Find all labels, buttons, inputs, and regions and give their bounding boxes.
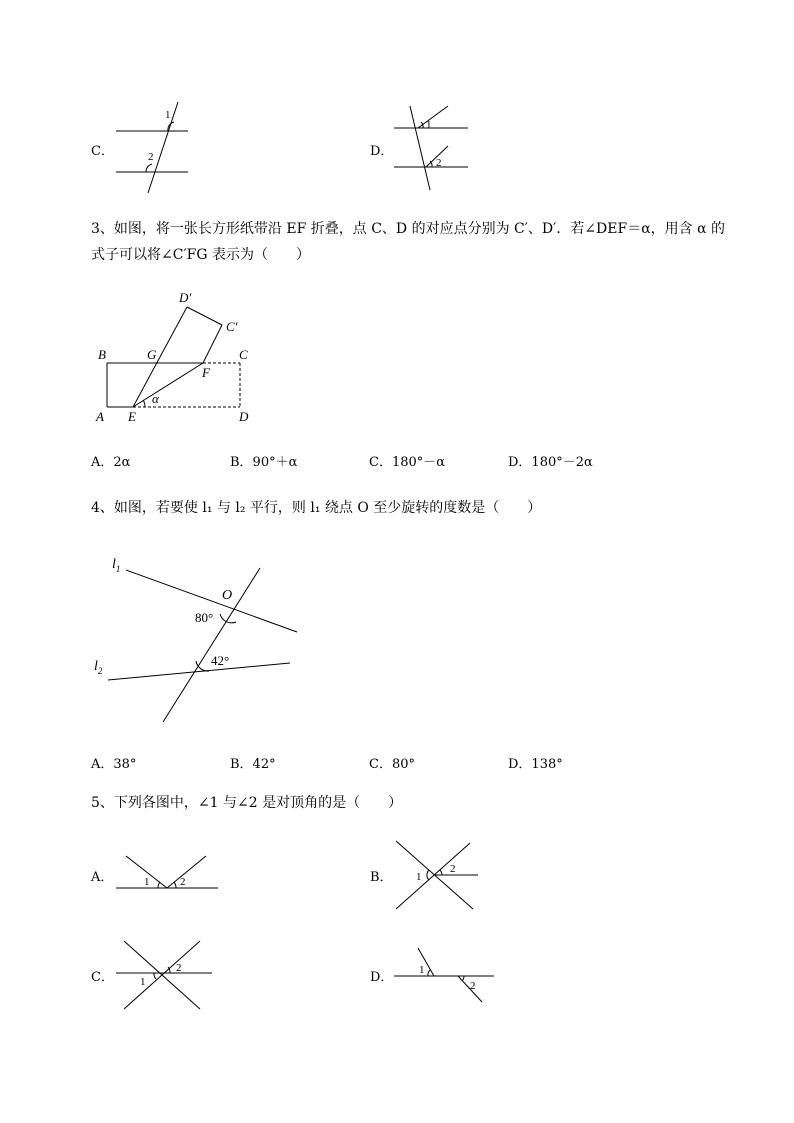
q3-text-line1: 3、如图，将一张长方形纸带沿 EF 折叠，点 C、D 的对应点分别为 C′、D′．若∠DEF＝α，用含 α 的 [91,221,726,237]
q4-option-a[interactable]: A．38° [91,757,137,772]
label-e: E [128,409,136,424]
angle-2-label: 2 [148,151,154,163]
q5-option-a-label[interactable]: A． [91,870,114,885]
angle-1-label: 1 [165,109,171,121]
q4-figure [90,550,310,730]
q3-option-c[interactable]: C．180°－α [369,455,446,470]
angle-1-label: 1 [426,119,432,131]
label-a: A [96,409,104,424]
q3-option-b[interactable]: B．90°＋α [230,455,298,470]
q4-option-b[interactable]: B．42° [230,757,276,772]
angle-80-label: 80° [195,610,214,625]
label-c-prime: C′ [226,319,238,334]
angle-1-label: 1 [144,876,150,888]
q2-option-c-figure [110,100,200,195]
label-l2: $l_2$ [94,659,103,676]
q5-option-a-figure [112,850,222,895]
label-d: D [239,409,249,424]
label-l1: $l_1$ [112,557,121,574]
q5-option-b-label[interactable]: B． [370,870,393,885]
label-o: O [222,588,233,603]
angle-2-label: 2 [176,962,182,974]
q3-figure [90,285,270,425]
angle-2-label: 2 [180,876,186,888]
label-c: C [239,347,248,362]
label-d-prime: D′ [179,290,192,305]
angle-1-label: 1 [419,964,425,976]
angle-2-label: 2 [470,980,476,992]
q5-option-b-figure [390,835,485,915]
q3-option-a[interactable]: A．2α [91,455,131,470]
q4-option-d[interactable]: D．138° [508,757,563,772]
q4-option-c[interactable]: C．80° [369,757,415,772]
q3-text-line2: 式子可以将∠C′FG 表示为（ ） [91,247,310,263]
q5-option-d-figure [390,940,500,1010]
q2-option-d-figure [390,100,480,195]
q5-option-c-figure [112,935,217,1015]
label-g: G [147,347,157,362]
angle-42-label: 42° [211,653,230,668]
q5-option-d-label[interactable]: D． [370,970,394,985]
q3-option-d[interactable]: D．180°－2α [508,455,593,470]
angle-2-label: 2 [436,157,442,169]
q4-text: 4、如图，若要使 l₁ 与 l₂ 平行，则 l₁ 绕点 O 至少旋转的度数是（ ） [91,500,542,516]
angle-1-label: 1 [140,976,146,988]
label-f: F [202,365,210,380]
q5-option-c-label[interactable]: C． [91,970,114,985]
angle-2-label: 2 [450,863,456,875]
q5-text: 5、下列各图中，∠1 与∠2 是对顶角的是（ ） [91,795,403,811]
angle-1-label: 1 [416,871,422,883]
label-b: B [98,347,106,362]
label-alpha: α [152,391,159,406]
q2-option-d-label: D． [370,144,394,159]
q2-option-c-label: C． [91,144,114,159]
